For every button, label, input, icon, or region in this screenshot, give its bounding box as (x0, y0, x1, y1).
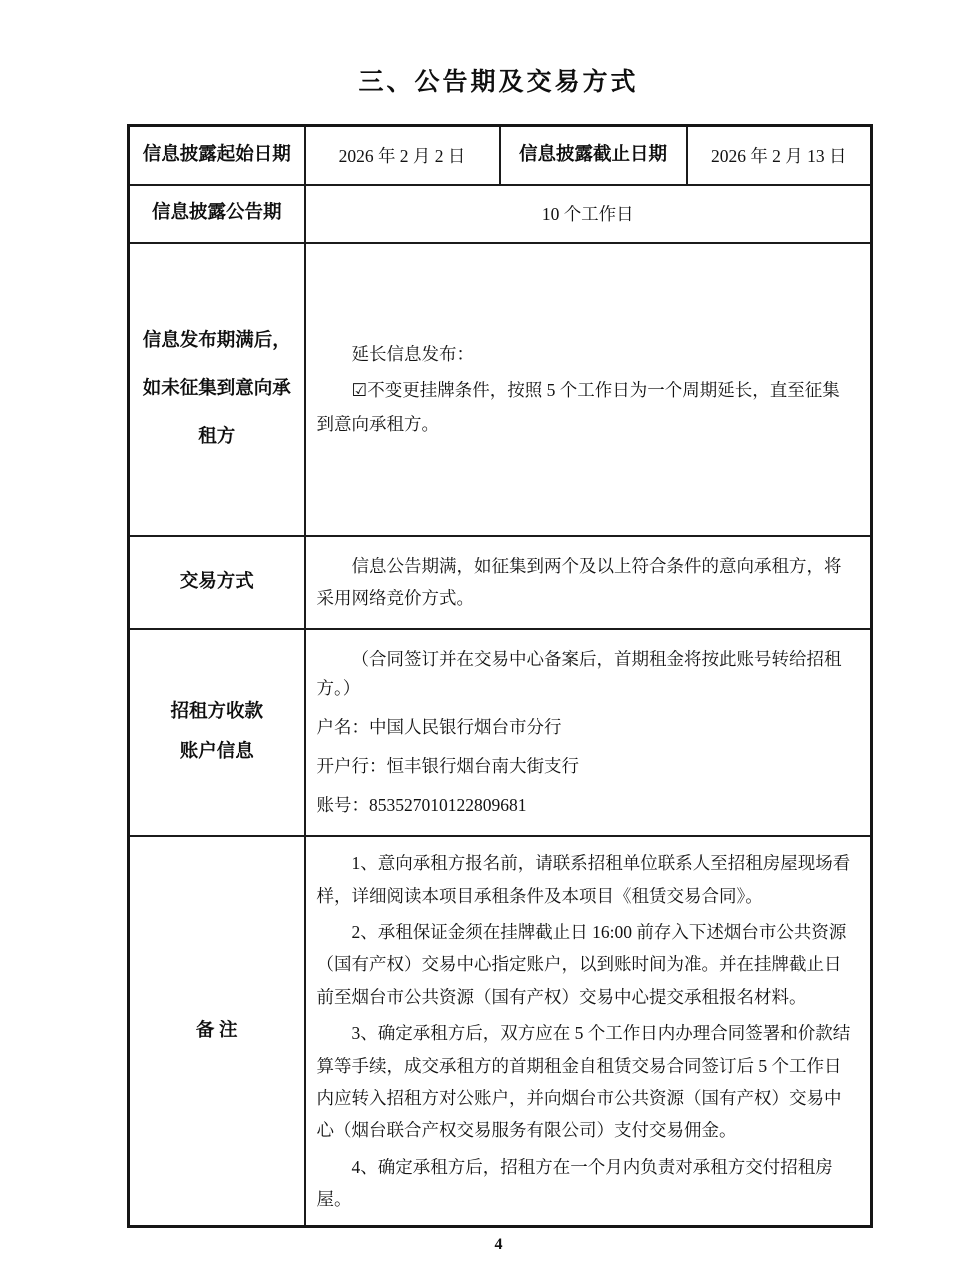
remarks-item-3: 3、确定承租方后，双方应在 5 个工作日内办理合同签署和价款结算等手续，成交承租方的首期租金自租赁交易合同签订后 5 个工作日内应转入招租方对公账户，并向烟台市公共资源（国有产权）交易中心（烟台联合产权交易服务有限公司）支付交易佣金。 (316, 1023, 851, 1141)
transaction-method-text: 信息公告期满，如征集到两个及以上符合条件的意向承租方，将采用网络竞价方式。 (316, 555, 842, 608)
announcement-table (127, 124, 873, 1228)
account-note: （合同签订并在交易中心备案后，首期租金将按此账号转给招租方。） (316, 648, 842, 699)
account-info-label (129, 629, 305, 837)
account-name: 户名：中国人民银行烟台市分行 (316, 717, 562, 737)
announcement-period-value: 10 个工作日 (305, 185, 872, 243)
account-number: 账号：853527010122809681 (316, 794, 527, 815)
table-row-extension (129, 243, 872, 536)
table-row-transaction-method (129, 536, 872, 629)
checkbox-checked-icon: ☑ (351, 381, 368, 402)
table-row-account-info (129, 629, 872, 837)
disclosure-start-date-value: 2026 年 2 月 2 日 (305, 126, 500, 185)
table-row-announcement-period (129, 185, 872, 243)
remarks-content (305, 836, 872, 1227)
account-bank-branch: 开户行：恒丰银行烟台南大街支行 (316, 755, 579, 776)
extension-option-line (317, 374, 853, 440)
remarks-label: 备 注 (129, 836, 305, 1227)
disclosure-end-date-label: 信息披露截止日期 (500, 126, 687, 185)
extension-intro: 延长信息发布： (351, 343, 474, 364)
transaction-method-content (305, 536, 872, 629)
table-row-disclosure-dates (129, 126, 872, 185)
remarks-item-1: 1、意向承租方报名前，请联系招租单位联系人至招租房屋现场看样，详细阅读本项目承租条件及本项目《租赁交易合同》。 (316, 853, 851, 906)
page-number: 4 (494, 1236, 503, 1254)
extension-option-text: 不变更挂牌条件，按照 5 个工作日为一个周期延长，直至征集到意向承租方。 (316, 380, 840, 434)
account-info-label-text: 招租方收款账户信息 (170, 701, 263, 763)
page-title: 三、公告期及交易方式 (358, 69, 639, 96)
extension-label: 信息发布期满后，如未征集到意向承租方 (129, 243, 305, 536)
announcement-period-label: 信息披露公告期 (129, 185, 305, 243)
account-info-content (305, 629, 872, 837)
remarks-item-4: 4、确定承租方后，招租方在一个月内负责对承租方交付招租房屋。 (316, 1156, 833, 1209)
disclosure-end-date-value: 2026 年 2 月 13 日 (687, 126, 872, 185)
remarks-item-2: 2、承租保证金须在挂牌截止日 16:00 前存入下述烟台市公共资源（国有产权）交易中心指定账户，以到账时间为准。并在挂牌截止日前至烟台市公共资源（国有产权）交易中心提交承租报名材料。 (316, 922, 847, 1007)
disclosure-start-date-label: 信息披露起始日期 (129, 126, 305, 185)
extension-content (305, 243, 872, 536)
table-row-remarks (129, 836, 872, 1227)
transaction-method-label: 交易方式 (129, 536, 305, 629)
